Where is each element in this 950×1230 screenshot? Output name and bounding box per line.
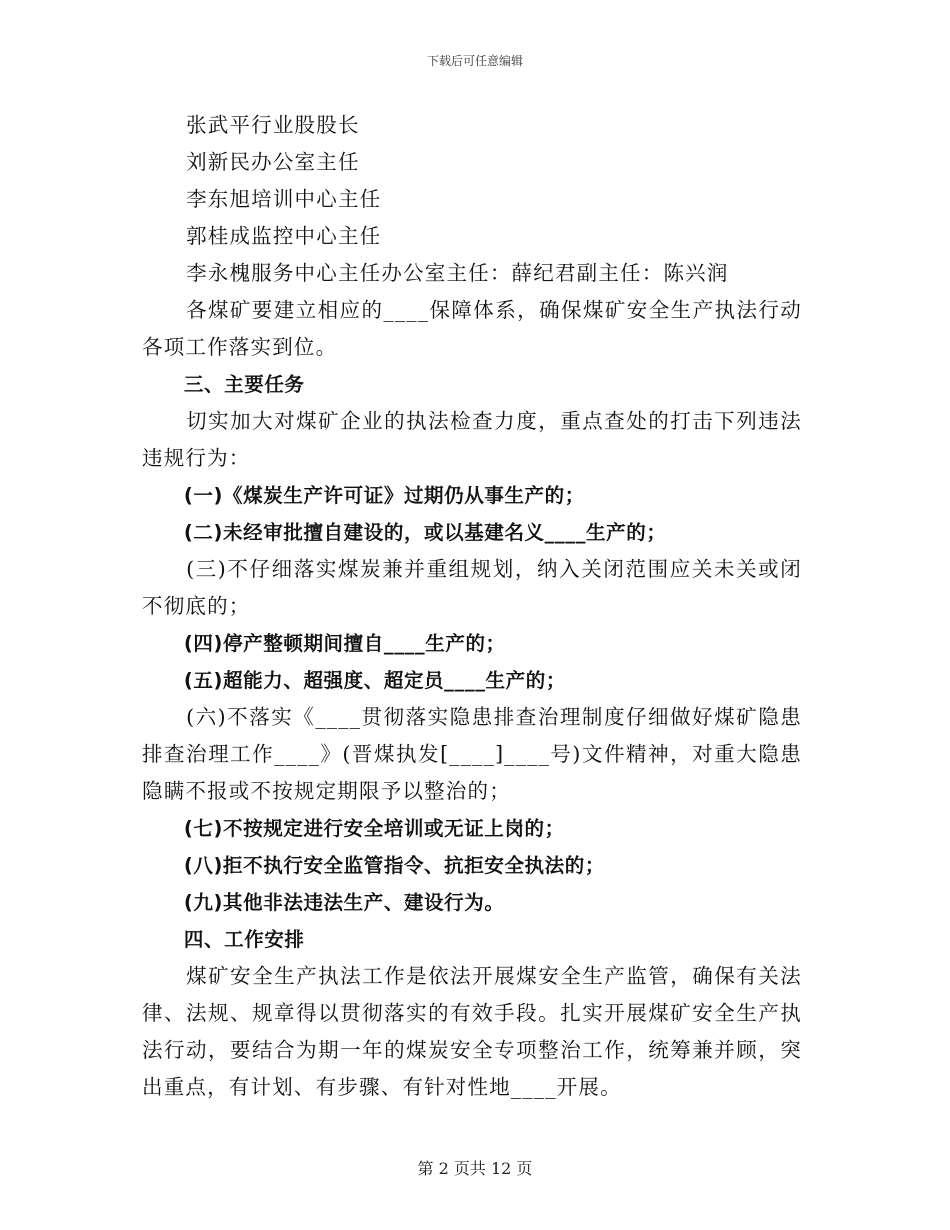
section-heading-3: 三、主要任务 xyxy=(183,373,305,396)
paragraph-8: 切实加大对煤矿企业的执法检查力度，重点查处的打击下列违法违规行为： xyxy=(142,409,802,470)
section-heading-4: 四、工作安排 xyxy=(183,928,305,951)
paragraph-4: 郭桂成监控中心主任 xyxy=(186,224,382,248)
page-header: 下载后可任意编辑 xyxy=(426,54,523,68)
paragraph-19: 煤矿安全生产执法工作是依法开展煤安全生产监管，确保有关法律、法规、规章得以贯彻落实的有效手段。扎实开展煤矿安全生产执法行动，要结合为期一年的煤炭安全专项整治工作，统筹兼并顾，突出重点，有计划、有步骤、有针对性地____开展。 xyxy=(142,964,802,1099)
document-body xyxy=(142,107,802,1106)
paragraph-5: 李永槐服务中心主任办公室主任：薛纪君副主任：陈兴润 xyxy=(186,261,729,285)
list-item-9: (九)其他非法违法生产、建设行为。 xyxy=(183,891,505,914)
list-item-8: (八)拒不执行安全监管指令、抗拒安全执法的； xyxy=(183,854,605,877)
list-item-5: (五)超能力、超强度、超定员____生产的； xyxy=(183,669,566,692)
list-item-3: (三)不仔细落实煤炭兼并重组规划，纳入关闭范围应关未关或闭不彻底的； xyxy=(142,557,802,618)
list-item-4: (四)停产整顿期间擅自____生产的； xyxy=(183,632,506,655)
list-item-6: (六)不落实《____贯彻落实隐患排查治理制度仔细做好煤矿隐患排查治理工作____》(晋煤执发[____]____号)文件精神，对重大隐患隐瞒不报或不按规定期限予以整治的； xyxy=(142,705,802,803)
paragraph-1: 张武平行业股股长 xyxy=(186,113,360,137)
paragraph-2: 刘新民办公室主任 xyxy=(186,150,360,174)
list-item-1: (一)《煤炭生产许可证》过期仍从事生产的； xyxy=(183,484,585,507)
paragraph-3: 李东旭培训中心主任 xyxy=(186,187,382,211)
paragraph-6: 各煤矿要建立相应的____保障体系，确保煤矿安全生产执法行动各项工作落实到位。 xyxy=(142,298,802,359)
page-footer: 第 2 页共 12 页 xyxy=(417,1159,533,1178)
list-item-7: (七)不按规定进行安全培训或无证上岗的； xyxy=(183,817,565,840)
list-item-2: (二)未经审批擅自建设的，或以基建名义____生产的； xyxy=(183,521,667,544)
